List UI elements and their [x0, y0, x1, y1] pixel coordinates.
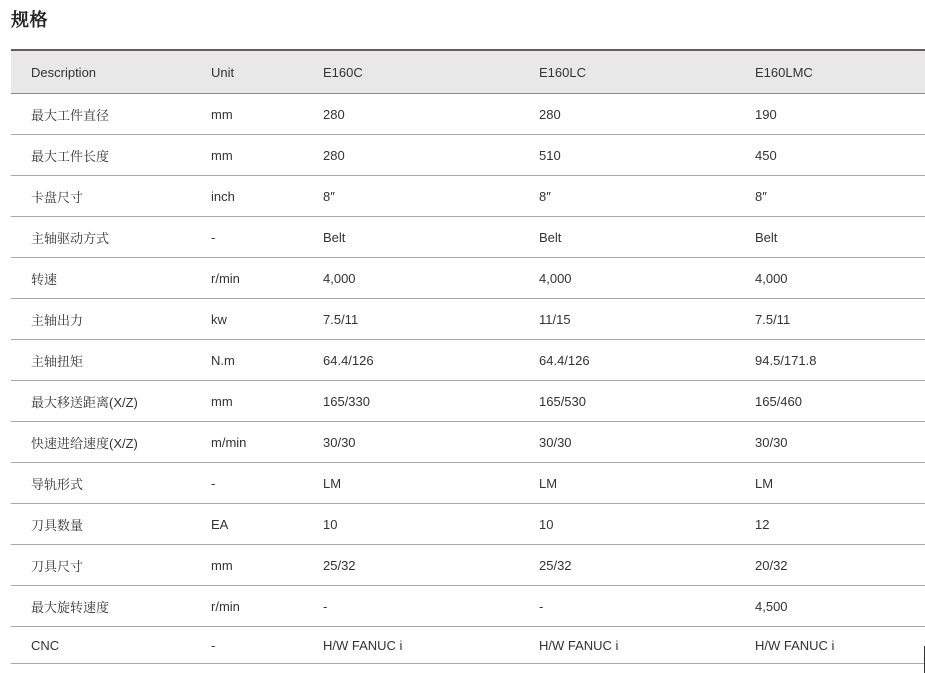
- cell-description: 转速: [11, 258, 191, 299]
- cell-e160lc: 10: [519, 504, 735, 545]
- cell-e160c: 165/330: [303, 381, 519, 422]
- cell-e160lc: 165/530: [519, 381, 735, 422]
- table-row: [11, 545, 925, 586]
- cell-e160lmc: 190: [735, 94, 925, 135]
- table-row: [11, 504, 925, 545]
- cell-unit: m/min: [191, 422, 303, 463]
- cell-e160lmc: LM: [735, 463, 925, 504]
- cell-unit: r/min: [191, 258, 303, 299]
- table-header-row: [11, 50, 925, 94]
- cell-description: 快速进给速度(X/Z): [11, 422, 191, 463]
- cell-e160c: 7.5/11: [303, 299, 519, 340]
- cell-unit: -: [191, 217, 303, 258]
- cell-unit: r/min: [191, 586, 303, 627]
- cell-e160lc: 4,000: [519, 258, 735, 299]
- cell-e160lc: 64.4/126: [519, 340, 735, 381]
- cell-description: 刀具数量: [11, 504, 191, 545]
- table-row: [11, 176, 925, 217]
- cell-e160lmc: 12: [735, 504, 925, 545]
- cell-e160lmc: 4,500: [735, 586, 925, 627]
- cell-e160lc: LM: [519, 463, 735, 504]
- cell-e160lc: H/W FANUC i: [519, 627, 735, 664]
- cell-description: 最大移送距离(X/Z): [11, 381, 191, 422]
- header-description: Description: [11, 50, 191, 94]
- header-model-e160c: E160C: [303, 50, 519, 94]
- table-row: [11, 463, 925, 504]
- page-title: 规格: [11, 10, 48, 31]
- cell-e160lc: -: [519, 586, 735, 627]
- cell-description: 导轨形式: [11, 463, 191, 504]
- cell-e160lc: 11/15: [519, 299, 735, 340]
- cell-e160lmc: 30/30: [735, 422, 925, 463]
- cell-e160lmc: 450: [735, 135, 925, 176]
- cell-e160c: 280: [303, 135, 519, 176]
- cell-description: 卡盘尺寸: [11, 176, 191, 217]
- table-body: [11, 94, 925, 664]
- cell-description: 最大工件直径: [11, 94, 191, 135]
- cell-description: 主轴出力: [11, 299, 191, 340]
- cell-e160lc: 25/32: [519, 545, 735, 586]
- cell-e160c: 25/32: [303, 545, 519, 586]
- cell-e160c: 280: [303, 94, 519, 135]
- cell-e160lc: 280: [519, 94, 735, 135]
- cell-e160lc: 510: [519, 135, 735, 176]
- cell-e160lmc: 4,000: [735, 258, 925, 299]
- cell-e160c: 4,000: [303, 258, 519, 299]
- cell-unit: EA: [191, 504, 303, 545]
- table-row: [11, 217, 925, 258]
- cell-description: 主轴驱动方式: [11, 217, 191, 258]
- cell-e160lc: Belt: [519, 217, 735, 258]
- table-row: [11, 135, 925, 176]
- cell-description: 最大工件长度: [11, 135, 191, 176]
- cell-e160lmc: 8″: [735, 176, 925, 217]
- cell-unit: mm: [191, 135, 303, 176]
- cell-description: 最大旋转速度: [11, 586, 191, 627]
- table-row: [11, 627, 925, 664]
- cell-e160lmc: Belt: [735, 217, 925, 258]
- table-row: [11, 422, 925, 463]
- table-row: [11, 258, 925, 299]
- cell-e160lc: 30/30: [519, 422, 735, 463]
- cell-unit: mm: [191, 94, 303, 135]
- table-row: [11, 94, 925, 135]
- cell-e160lmc: 7.5/11: [735, 299, 925, 340]
- cell-description: CNC: [11, 627, 191, 664]
- cell-description: 刀具尺寸: [11, 545, 191, 586]
- cell-unit: -: [191, 463, 303, 504]
- cell-e160lmc: 20/32: [735, 545, 925, 586]
- cell-unit: kw: [191, 299, 303, 340]
- cell-e160c: 10: [303, 504, 519, 545]
- cell-unit: -: [191, 627, 303, 664]
- cell-e160c: LM: [303, 463, 519, 504]
- cell-e160lmc: 165/460: [735, 381, 925, 422]
- cell-e160lmc: H/W FANUC i: [735, 627, 925, 664]
- cell-unit: inch: [191, 176, 303, 217]
- table-row: [11, 299, 925, 340]
- cell-e160c: H/W FANUC i: [303, 627, 519, 664]
- header-model-e160lc: E160LC: [519, 50, 735, 94]
- cell-e160lc: 8″: [519, 176, 735, 217]
- spec-table: [11, 49, 925, 664]
- cell-e160c: 8″: [303, 176, 519, 217]
- table-row: [11, 381, 925, 422]
- cell-description: 主轴扭矩: [11, 340, 191, 381]
- cell-unit: mm: [191, 381, 303, 422]
- cell-unit: N.m: [191, 340, 303, 381]
- header-unit: Unit: [191, 50, 303, 94]
- cell-e160lmc: 94.5/171.8: [735, 340, 925, 381]
- table-row: [11, 586, 925, 627]
- cell-e160c: 30/30: [303, 422, 519, 463]
- cell-e160c: -: [303, 586, 519, 627]
- cell-unit: mm: [191, 545, 303, 586]
- table-row: [11, 340, 925, 381]
- cell-e160c: Belt: [303, 217, 519, 258]
- cell-e160c: 64.4/126: [303, 340, 519, 381]
- header-model-e160lmc: E160LMC: [735, 50, 925, 94]
